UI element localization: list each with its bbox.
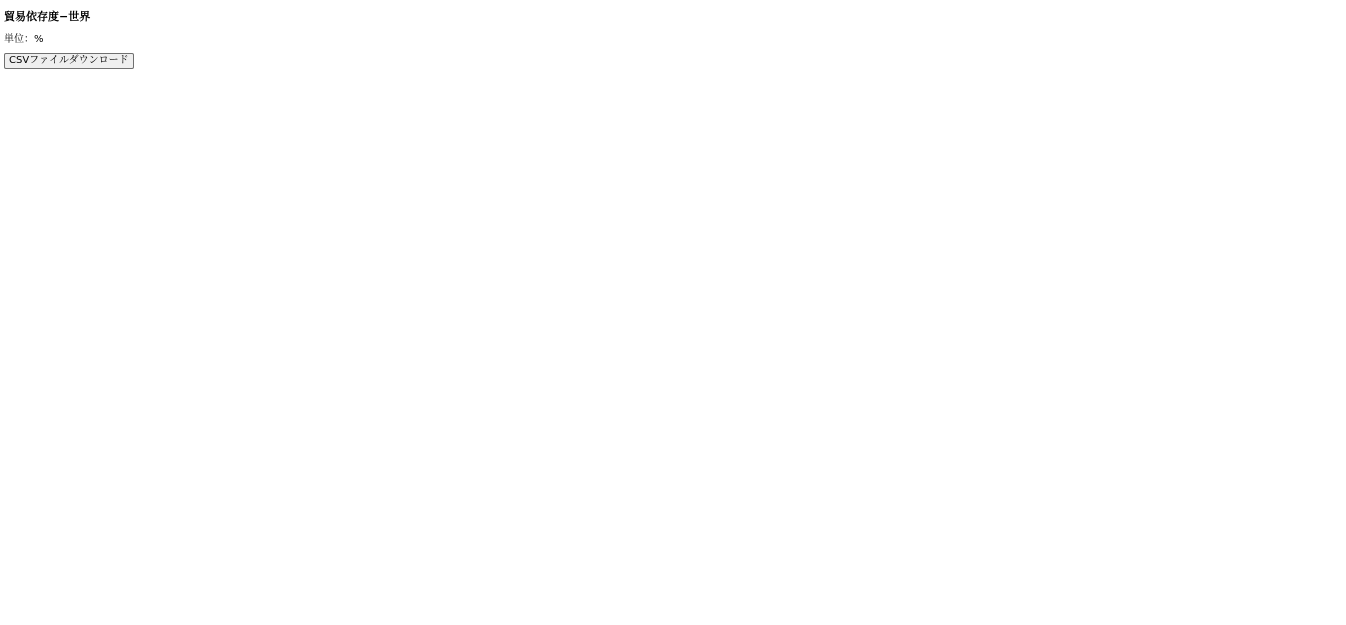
unit-label: 単位：% [4,34,44,45]
csv-download-button[interactable]: CSVファイルダウンロード [4,53,134,69]
page-title: 貿易依存度−世界 [4,10,91,23]
